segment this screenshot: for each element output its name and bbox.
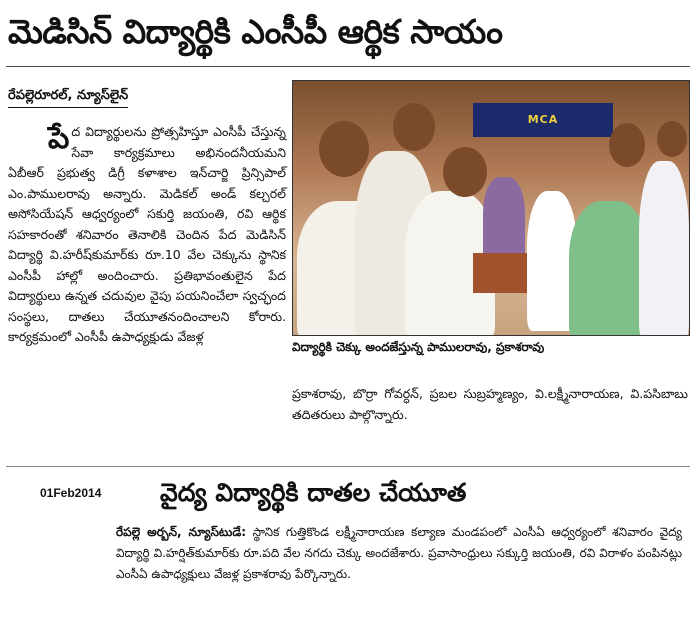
photo-banner: MCA [473,103,613,137]
photo-caption: విద్యార్థికి చెక్కు అందజేస్తున్న పాములరావు, ప్రకాశరావు [292,340,545,354]
clipping-date: 01Feb2014 [40,486,102,500]
divider [6,466,690,467]
dateline: రేపల్లెరూరల్, న్యూస్‌లైన్ [8,88,128,108]
divider [6,66,690,67]
photo-person [639,161,689,336]
news-photo [292,80,690,336]
photo-head [657,121,687,157]
photo-head [393,103,435,151]
article-body-right: ప్రకాశరావు, బొర్రా గోవర్ధన్, ప్రబల సుబ్రహ్మణ్యం, వి.లక్ష్మీనారాయణ, వి.పసిబాబు తదితరులు పాల్గొన్నారు. [292,386,688,422]
second-article [116,522,682,585]
article-left-column [8,122,286,348]
drop-cap: పే [48,121,70,156]
article-body-left: ద విద్యార్థులను ప్రోత్సహిస్తూ ఎంసీపీ చేస్తున్న సేవా కార్యక్రమాలు అభినందనీయమని ఏబీఆర్ ప్రభుత్వ డిగ్రీ కళాశాల ఇన్‌చార్జి ప్రిన్సిపాల్ ఎం.పాములరావు అన్నారు. మెడికల్ అండ్ కల్చరల్ అసోసియేషన్ ఆధ్వర్యంలో సకుర్తి జయంతి, రవి ఆర్థిక సహకారంతో శనివారం తెనాలికి చెందిన పేద మెడిసిన్ విద్యార్థి వి.హరీష్‌కుమార్‌కు రూ.10 వేల చెక్కును స్థానిక ఎంసీపీ హాల్లో అందించారు. ప్రతిభావంతులైన పేద విద్యార్థులు ఉన్నత చదువుల వైపు పయనించేలా స్వచ్ఛంద సంస్థలు, దాతలు చేయూతనందించాలని కోరారు. కార్యక్రమంలో ఎంసీపీ ఉపాధ్యక్షుడు వేజళ్ల [8,124,286,344]
photo-person [569,201,649,336]
second-article-body: స్థానిక గుత్తికొండ లక్ష్మీనారాయణ కల్యాణ మండపంలో ఎంసీఏ ఆధ్వర్యంలో శనివారం వైద్య విద్యార్థి వి.హర్షిత్‌కుమార్‌కు రూ.పది వేల నగదు చెక్కు అందజేశారు. ప్రవాసాంధ్రులు సక్కుర్తి జయంతి, రవి విరాళం పంపినట్లు ఎంసీఏ ఉపాధ్యక్షులు వేజళ్ల ప్రకాశరావు పేర్కొన్నారు. [116,525,682,581]
second-article-byline: రేపల్లె అర్బన్, న్యూస్‌టుడే: [116,525,246,539]
sub-headline: వైద్య విద్యార్థికి దాతల చేయూత [160,478,467,507]
photo-head [319,121,369,177]
photo-head [609,123,645,167]
headline: మెడిసిన్ విద్యార్థికి ఎంసీపీ ఆర్థిక సాయం [8,12,503,51]
photo-head [443,147,487,197]
